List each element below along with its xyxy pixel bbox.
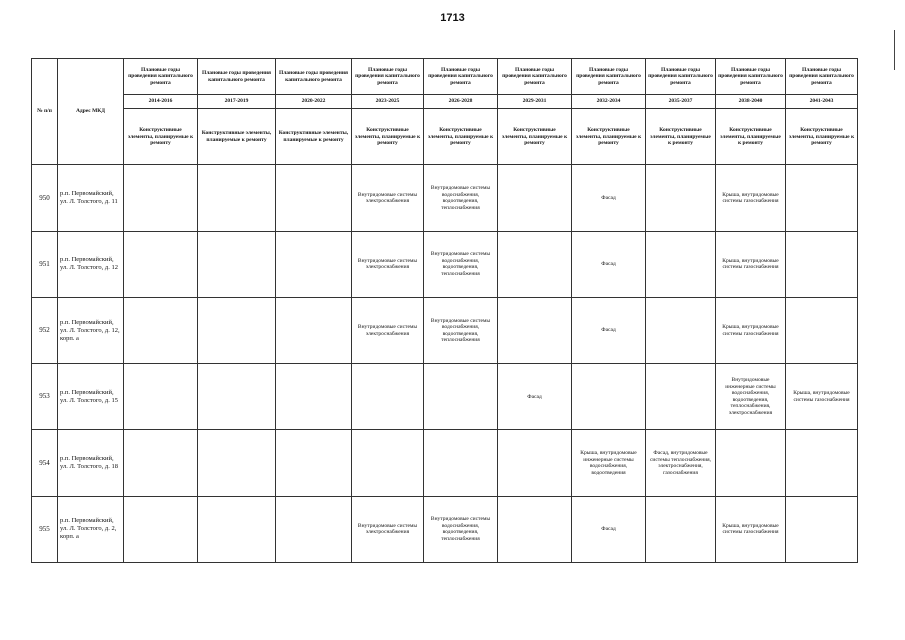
table-row xyxy=(32,165,858,231)
element-header: Конструктивные элементы, планируемые к ремонту xyxy=(716,109,786,165)
repair-cell: Крыша, внутридомовые системы газоснабжения xyxy=(716,297,786,363)
repair-cell: Фасад xyxy=(498,364,572,430)
repair-cell xyxy=(124,496,198,562)
repair-cell xyxy=(352,364,424,430)
repair-cell xyxy=(124,231,198,297)
period-heading: Плановые годы проведения капитального ремонта xyxy=(572,59,646,95)
period-years: 2029-2031 xyxy=(498,95,572,109)
row-number: 951 xyxy=(32,231,58,297)
repair-cell xyxy=(786,231,858,297)
repair-cell xyxy=(124,297,198,363)
repair-cell xyxy=(786,496,858,562)
repair-cell xyxy=(198,430,276,496)
period-heading: Плановые годы проведения капитального ремонта xyxy=(498,59,572,95)
repair-cell xyxy=(124,165,198,231)
repair-cell xyxy=(276,364,352,430)
repair-cell: Внутридомовые системы водоснабжения, водоотведения, теплоснабжения xyxy=(424,165,498,231)
row-address: р.п. Первомайский, ул. Л. Толстого, д. 11 xyxy=(58,165,124,231)
period-years: 2041-2043 xyxy=(786,95,858,109)
period-heading: Плановые годы проведения капитального ремонта xyxy=(646,59,716,95)
repair-cell xyxy=(572,364,646,430)
repair-cell: Фасад xyxy=(572,297,646,363)
table-row xyxy=(32,496,858,562)
repair-cell xyxy=(498,496,572,562)
header-row-titles xyxy=(32,59,858,95)
repair-cell: Фасад xyxy=(572,165,646,231)
row-address: р.п. Первомайский, ул. Л. Толстого, д. 15 xyxy=(58,364,124,430)
header-row-elements xyxy=(32,109,858,165)
row-address: р.п. Первомайский, ул. Л. Толстого, д. 12, корп. а xyxy=(58,297,124,363)
period-heading: Плановые годы проведения капитального ремонта xyxy=(198,59,276,95)
table-body xyxy=(32,59,858,563)
period-years: 2035-2037 xyxy=(646,95,716,109)
repair-cell: Внутридомовые системы электроснабжения xyxy=(352,231,424,297)
repair-cell xyxy=(716,430,786,496)
repair-cell xyxy=(498,430,572,496)
repair-cell: Внутридомовые системы водоснабжения, водоотведения, теплоснабжения xyxy=(424,297,498,363)
element-header: Конструктивные элементы, планируемые к ремонту xyxy=(424,109,498,165)
element-header: Конструктивные элементы, планируемые к ремонту xyxy=(646,109,716,165)
repair-cell: Крыша, внутридомовые системы газоснабжения xyxy=(716,231,786,297)
col-num-header: № п/п xyxy=(32,59,58,165)
row-number: 955 xyxy=(32,496,58,562)
table-row xyxy=(32,364,858,430)
repair-cell xyxy=(198,496,276,562)
table-row xyxy=(32,297,858,363)
repair-cell xyxy=(276,496,352,562)
element-header: Конструктивные элементы, планируемые к ремонту xyxy=(572,109,646,165)
repair-cell xyxy=(786,430,858,496)
period-years: 2026-2028 xyxy=(424,95,498,109)
element-header: Конструктивные элементы, планируемые к ремонту xyxy=(198,109,276,165)
repair-cell xyxy=(198,231,276,297)
element-header: Конструктивные элементы, планируемые к ремонту xyxy=(124,109,198,165)
row-number: 954 xyxy=(32,430,58,496)
col-address-header: Адрес МКД xyxy=(58,59,124,165)
row-number: 953 xyxy=(32,364,58,430)
row-address: р.п. Первомайский, ул. Л. Толстого, д. 18 xyxy=(58,430,124,496)
repair-cell: Крыша, внутридомовые инженерные системы водоснабжения, водоотведения xyxy=(572,430,646,496)
period-years: 2032-2034 xyxy=(572,95,646,109)
repair-cell: Внутридомовые системы водоснабжения, водоотведения, теплоснабжения xyxy=(424,231,498,297)
period-heading: Плановые годы проведения капитального ремонта xyxy=(124,59,198,95)
period-heading: Плановые годы проведения капитального ремонта xyxy=(786,59,858,95)
repair-cell xyxy=(276,430,352,496)
row-number: 950 xyxy=(32,165,58,231)
period-heading: Плановые годы проведения капитального ремонта xyxy=(424,59,498,95)
repair-cell: Крыша, внутридомовые системы газоснабжения xyxy=(716,165,786,231)
repair-cell: Внутридомовые системы электроснабжения xyxy=(352,165,424,231)
row-address: р.п. Первомайский, ул. Л. Толстого, д. 2, корп. а xyxy=(58,496,124,562)
period-heading: Плановые годы проведения капитального ремонта xyxy=(352,59,424,95)
period-heading: Плановые годы проведения капитального ремонта xyxy=(716,59,786,95)
table-row xyxy=(32,430,858,496)
repair-cell: Фасад xyxy=(572,231,646,297)
row-address: р.п. Первомайский, ул. Л. Толстого, д. 12 xyxy=(58,231,124,297)
repair-plan-table xyxy=(31,58,858,563)
repair-cell xyxy=(424,430,498,496)
element-header: Конструктивные элементы, планируемые к ремонту xyxy=(276,109,352,165)
table-row xyxy=(32,231,858,297)
page-number: 1713 xyxy=(440,12,465,24)
repair-cell: Крыша, внутридомовые системы газоснабжения xyxy=(786,364,858,430)
repair-cell xyxy=(198,165,276,231)
period-years: 2020-2022 xyxy=(276,95,352,109)
repair-cell xyxy=(198,364,276,430)
repair-cell xyxy=(646,165,716,231)
element-header: Конструктивные элементы, планируемые к ремонту xyxy=(786,109,858,165)
repair-cell xyxy=(424,364,498,430)
repair-cell xyxy=(198,297,276,363)
row-number: 952 xyxy=(32,297,58,363)
period-years: 2014-2016 xyxy=(124,95,198,109)
repair-cell: Фасад, внутридомовые системы теплоснабжения, электроснабжения, газоснабжения xyxy=(646,430,716,496)
repair-cell xyxy=(646,297,716,363)
repair-cell xyxy=(276,297,352,363)
repair-cell: Внутридомовые системы электроснабжения xyxy=(352,496,424,562)
margin-line xyxy=(894,30,895,70)
header-row-periods xyxy=(32,95,858,109)
repair-cell: Внутридомовые системы водоснабжения, водоотведения, теплоснабжения xyxy=(424,496,498,562)
repair-cell xyxy=(124,430,198,496)
element-header: Конструктивные элементы, планируемые к ремонту xyxy=(352,109,424,165)
repair-cell xyxy=(498,165,572,231)
repair-cell xyxy=(498,231,572,297)
repair-cell xyxy=(786,165,858,231)
repair-cell xyxy=(646,496,716,562)
repair-cell xyxy=(276,231,352,297)
repair-cell xyxy=(646,364,716,430)
repair-cell xyxy=(276,165,352,231)
repair-cell xyxy=(786,297,858,363)
repair-cell xyxy=(124,364,198,430)
repair-cell xyxy=(352,430,424,496)
element-header: Конструктивные элементы, планируемые к ремонту xyxy=(498,109,572,165)
repair-cell: Фасад xyxy=(572,496,646,562)
repair-cell: Крыша, внутридомовые системы газоснабжения xyxy=(716,496,786,562)
repair-cell: Внутридомовые системы электроснабжения xyxy=(352,297,424,363)
repair-cell xyxy=(498,297,572,363)
repair-cell: Внутридомовые инженерные системы водоснабжения, водоотведения, теплоснабжения, электроснабжения xyxy=(716,364,786,430)
repair-cell xyxy=(646,231,716,297)
period-years: 2038-2040 xyxy=(716,95,786,109)
period-years: 2017-2019 xyxy=(198,95,276,109)
period-years: 2023-2025 xyxy=(352,95,424,109)
period-heading: Плановые годы проведения капитального ремонта xyxy=(276,59,352,95)
